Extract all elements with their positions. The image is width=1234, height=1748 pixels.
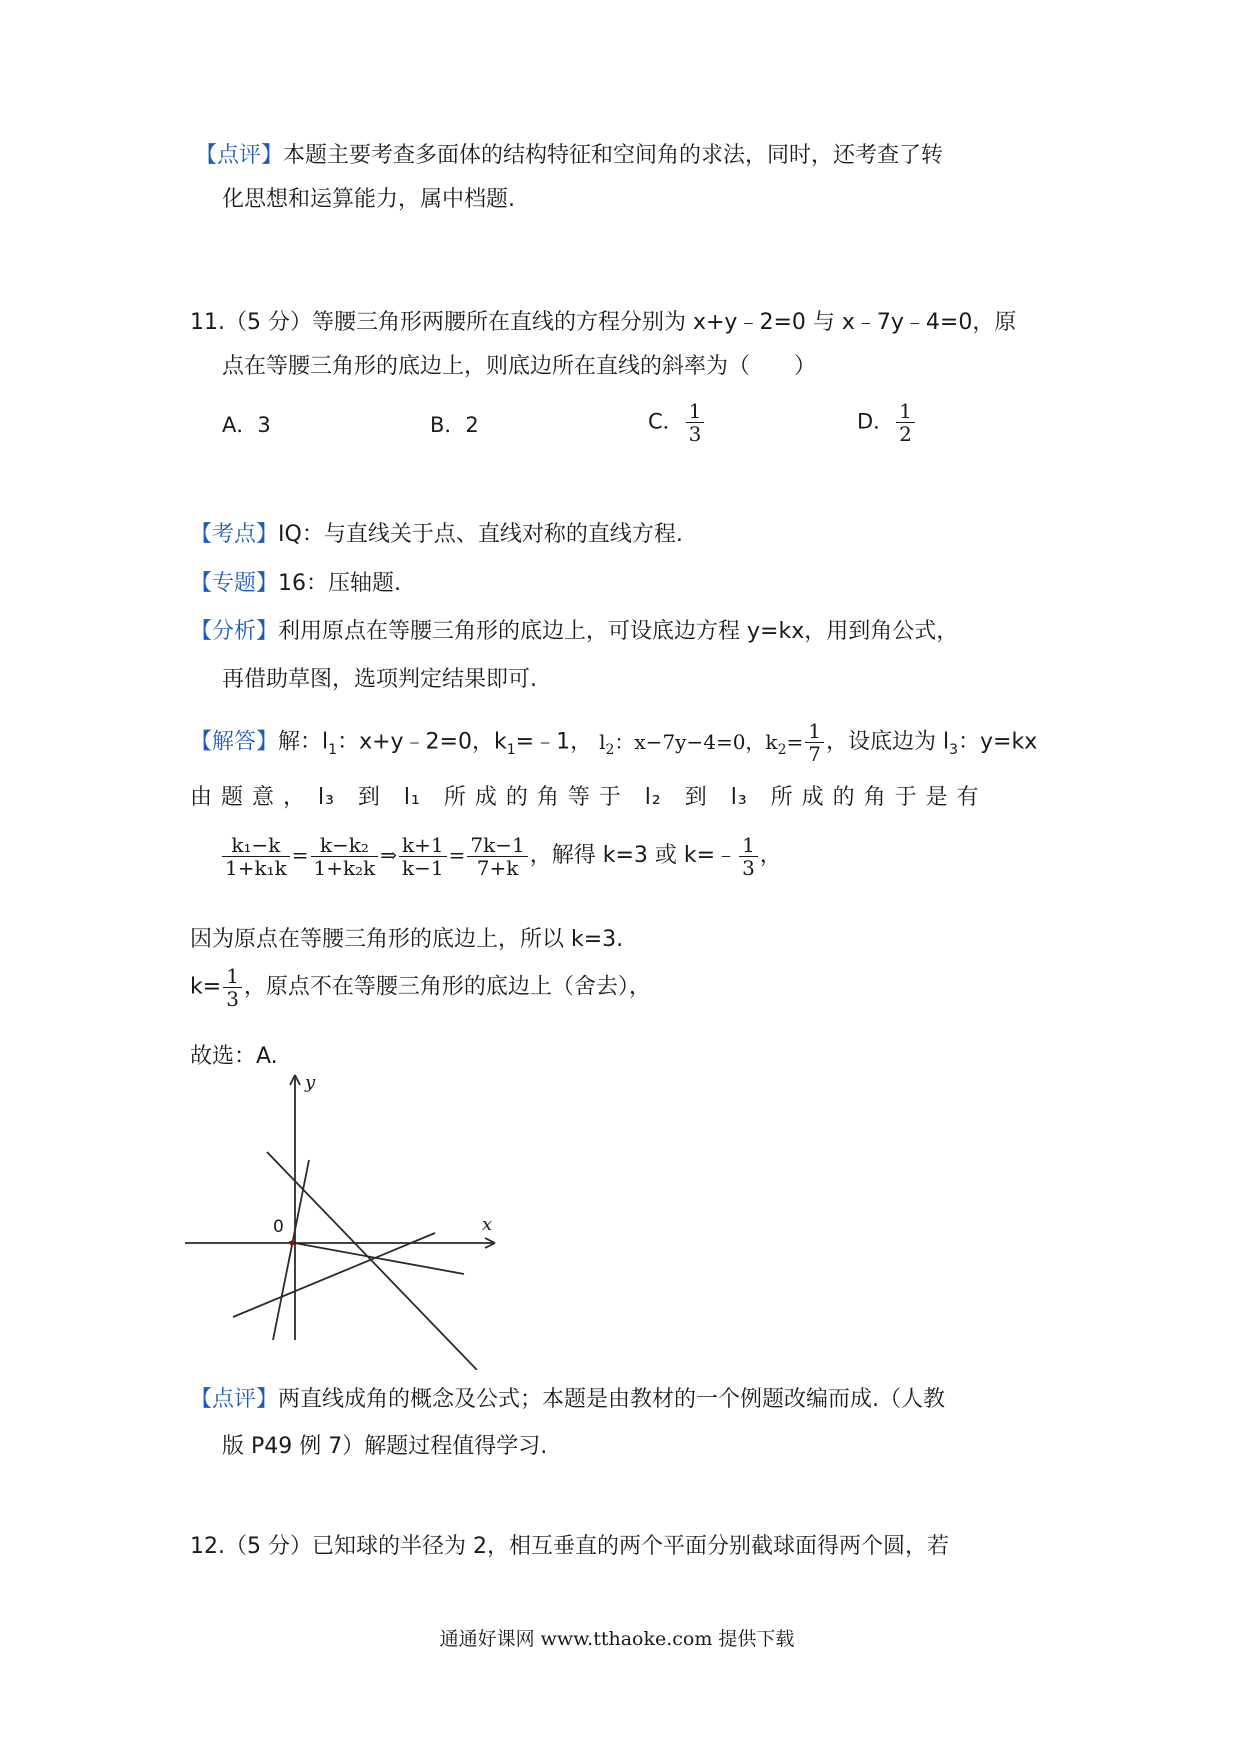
formula-frac3 — [399, 834, 447, 879]
fenxi-line2: 再借助草图，选项判定结果即可. — [222, 667, 537, 692]
jieda-k2-eq: = — [786, 729, 804, 754]
review-prev-line2: 化思想和运算能力，属中档题. — [222, 187, 515, 212]
jieda-tag: 【解答】 — [190, 729, 279, 755]
line5-num: 1 — [223, 965, 242, 988]
page-footer: 通通好课网 www.tthaoke.com 提供下载 — [439, 1628, 795, 1650]
line-l3 — [273, 1160, 309, 1340]
k2-num: 1 — [805, 720, 824, 743]
option-a: A．3 — [222, 413, 271, 437]
jieda-p4-sub: 3 — [949, 741, 959, 758]
x-axis-label: x — [482, 1214, 493, 1235]
line-l1 — [267, 1152, 477, 1370]
formula-eq2: = — [448, 843, 466, 867]
review-prev-text: 本题主要考查多面体的结构特征和空间角的求法，同时，还考查了转 — [283, 143, 944, 168]
jieda-line6: 故选：A. — [190, 1044, 278, 1069]
sketch-graph — [185, 1070, 515, 1370]
frac3-den: k−1 — [402, 855, 444, 880]
formula-result: ，解得 k=3 或 k=﹣ — [529, 843, 738, 868]
q11-line2: 点在等腰三角形的底边上，则底边所在直线的斜率为（ ） — [222, 354, 817, 379]
formula-frac4 — [467, 834, 527, 879]
k2-fraction — [805, 720, 824, 765]
review-prev-tag: 【点评】 — [195, 143, 284, 168]
fenxi-tag: 【分析】 — [190, 619, 279, 644]
formula-frac1 — [222, 834, 290, 879]
jieda-p4: ，设底边为 l — [825, 729, 950, 755]
line5-fraction — [223, 965, 242, 1010]
frac4-num: 7k−1 — [467, 834, 527, 857]
review-line2: 版 P49 例 7）解题过程值得学习. — [222, 1434, 548, 1459]
kaodian-line — [190, 520, 683, 550]
frac1-den: 1+k₁k — [225, 855, 287, 880]
review-tag: 【点评】 — [190, 1387, 279, 1412]
jieda-p5: ：y=kx — [958, 729, 1038, 755]
jieda-formula — [220, 830, 782, 881]
jieda-l2-eq: ：x−7y−4=0，k — [614, 729, 778, 754]
option-d-num: 1 — [896, 400, 915, 423]
origin-label: 0 — [273, 1217, 284, 1237]
jieda-l2-l: l — [599, 729, 606, 754]
jieda-p1-sub: 1 — [328, 741, 338, 758]
zhuanti-line — [190, 569, 401, 599]
jieda-l2-sub: 2 — [605, 741, 615, 758]
fenxi-text: 利用原点在等腰三角形的底边上，可设底边方程 y=kx，用到角公式， — [278, 619, 959, 644]
option-c-label: C． — [648, 409, 684, 434]
q12-line1: 12.（5 分）已知球的半径为 2，相互垂直的两个平面分别截球面得两个圆，若 — [190, 1534, 949, 1559]
option-d-label: D． — [857, 409, 895, 434]
line5-pre: k= — [190, 974, 222, 1000]
formula-eq1: = — [291, 843, 309, 867]
formula-frac2 — [311, 834, 379, 879]
line5-den: 3 — [226, 987, 239, 1011]
option-c-fraction — [686, 400, 705, 445]
jieda-line2: 由 题 意 ， l₃ 到 l₁ 所 成 的 角 等 于 l₂ 到 l₃ 所 成 的 角 于 是 有 — [190, 785, 980, 810]
frac2-den: 1+k₂k — [313, 855, 376, 880]
kaodian-tag: 【考点】 — [190, 522, 279, 547]
kaodian-text: IQ：与直线关于点、直线对称的直线方程. — [278, 522, 683, 547]
option-d-den: 2 — [899, 422, 912, 446]
frac3-num: k+1 — [399, 834, 447, 857]
option-c — [648, 400, 706, 445]
result-num: 1 — [739, 834, 758, 857]
jieda-p2-sub: 1 — [506, 741, 516, 758]
jieda-l2 — [599, 729, 804, 758]
jieda-p2: ：x+y﹣2=0，k — [337, 729, 507, 755]
option-c-den: 3 — [688, 422, 702, 446]
origin-dot — [290, 1241, 295, 1246]
frac2-num: k−k₂ — [311, 834, 379, 857]
result-fraction — [739, 834, 758, 879]
result-den: 3 — [742, 855, 755, 880]
jieda-line5 — [190, 965, 651, 1010]
y-axis-label: y — [305, 1072, 316, 1093]
option-b: B．2 — [430, 413, 479, 437]
option-c-num: 1 — [686, 400, 705, 423]
q11-line1: 11.（5 分）等腰三角形两腰所在直线的方程分别为 x+y﹣2=0 与 x﹣7y﹣4=0，原 — [190, 310, 1017, 335]
option-d — [857, 400, 917, 445]
option-d-fraction — [896, 400, 915, 445]
line5-post: ，原点不在等腰三角形的底边上（舍去）， — [243, 974, 651, 1000]
jieda-p1: 解：l — [278, 729, 329, 755]
review-text: 两直线成角的概念及公式；本题是由教材的一个例题改编而成.（人教 — [278, 1387, 946, 1412]
fenxi-line1 — [190, 617, 958, 647]
review-line1 — [190, 1385, 945, 1415]
frac4-den: 7+k — [476, 855, 519, 880]
frac1-num: k₁−k — [222, 834, 290, 857]
zhuanti-text: 16：压轴题. — [278, 571, 402, 596]
review-prev-line1 — [195, 141, 943, 171]
jieda-line4: 因为原点在等腰三角形的底边上，所以 k=3. — [190, 927, 624, 952]
result-end: ， — [759, 843, 782, 868]
jieda-k2-sub: 2 — [777, 741, 787, 758]
line-l2 — [233, 1233, 435, 1317]
formula-arrow: ⇒ — [380, 843, 398, 867]
jieda-p3: =﹣1， — [515, 729, 593, 755]
jieda-line1 — [190, 720, 1037, 765]
zhuanti-tag: 【专题】 — [190, 571, 279, 596]
k2-den: 7 — [808, 742, 821, 766]
